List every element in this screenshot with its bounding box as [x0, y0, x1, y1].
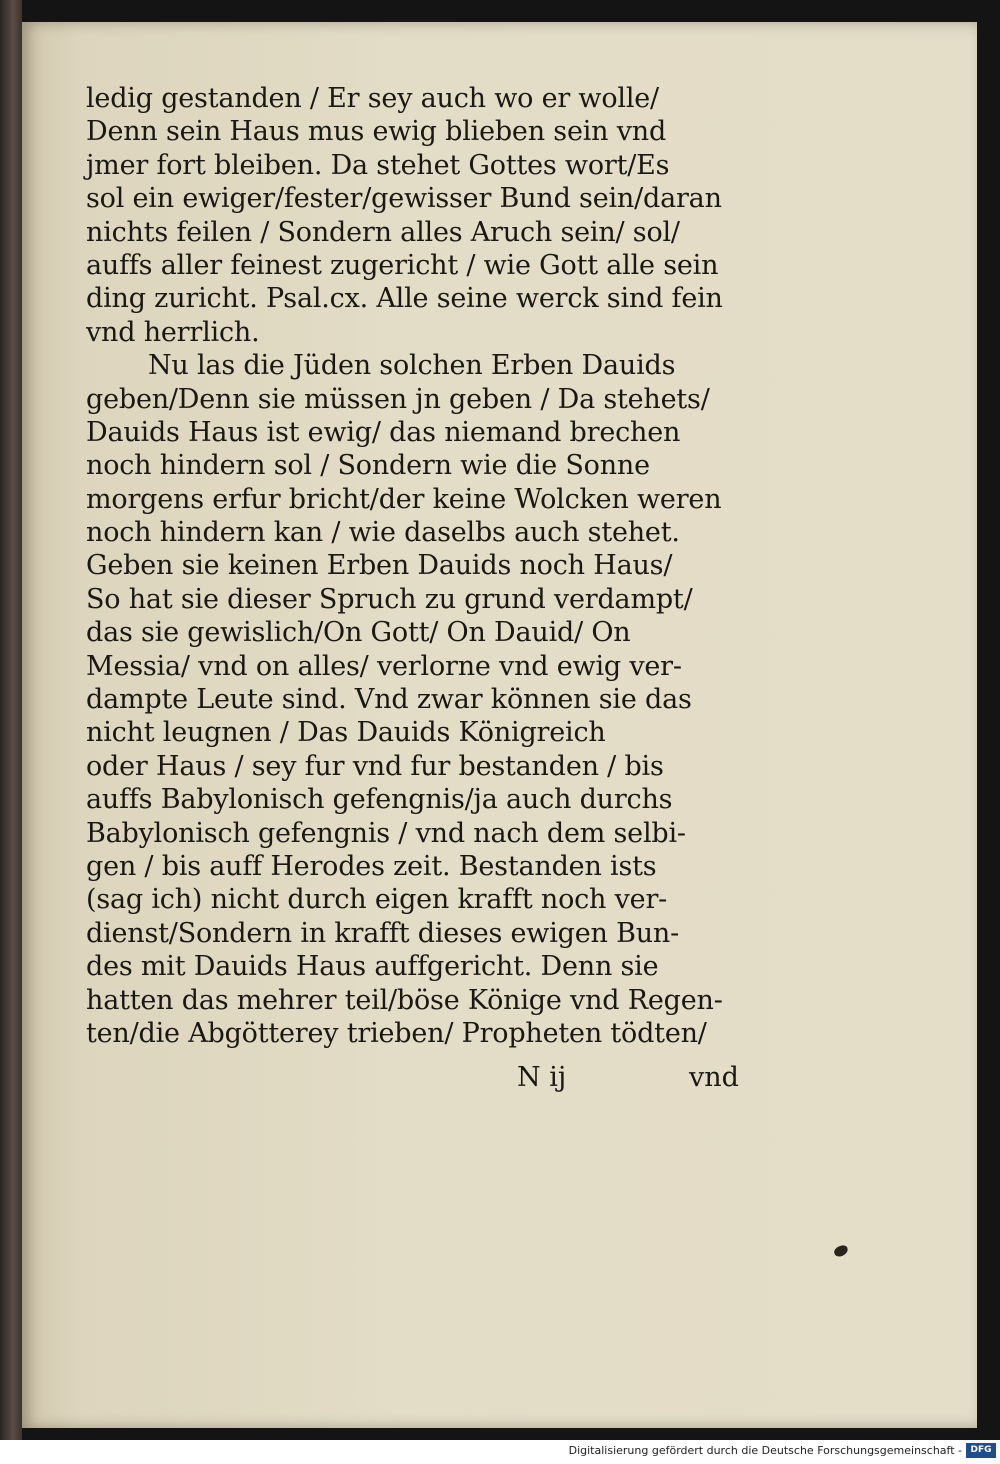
book-spine [0, 0, 22, 1440]
text-line: auffs aller feinest zugericht / wie Gott alle sein [86, 249, 719, 281]
text-line: sol ein ewiger/fester/gewisser Bund sein/daran [86, 183, 722, 215]
text-line: vnd herrlich. [86, 316, 260, 348]
text-line: morgens erfur bricht/der keine Wolcken weren [86, 483, 722, 515]
text-line: Babylonisch gefengnis / vnd nach dem selbi- [86, 817, 686, 849]
text-line: dienst/Sondern in krafft dieses ewigen Bun- [86, 917, 680, 949]
text-line: geben/Denn sie müssen jn geben / Da stehets/ [86, 383, 710, 415]
text-line: ten/die Abgötterey trieben/ Propheten tödten/ [86, 1017, 707, 1049]
text-line: noch hindern sol / Sondern wie die Sonne [86, 450, 650, 482]
text-line: (sag ich) nicht durch eigen krafft noch ver- [86, 884, 668, 916]
digitization-footer [0, 1440, 1000, 1464]
body-text [86, 82, 766, 1050]
text-line: Dauids Haus ist ewig/ das niemand brechen [86, 416, 681, 448]
text-line: gen / bis auff Herodes zeit. Bestanden ists [86, 850, 657, 882]
text-line: ledig gestanden / Er sey auch wo er wolle/ [86, 83, 659, 114]
text-line: noch hindern kan / wie daselbs auch stehet. [86, 517, 680, 549]
text-line: Geben sie keinen Erben Dauids noch Haus/ [86, 550, 673, 582]
text-line: So hat sie dieser Spruch zu grund verdampt/ [86, 583, 693, 615]
ink-blot [833, 1244, 850, 1258]
text-line: des mit Dauids Haus auffgericht. Denn sie [86, 951, 659, 983]
book-page [22, 22, 977, 1428]
text-line: nichts feilen / Sondern alles Aruch sein/ sol/ [86, 216, 680, 248]
paragraph-start-line: Nu las die Jüden solchen Erben Dauids [148, 350, 676, 382]
dfg-logo: DFG [966, 1443, 996, 1458]
text-line: jmer fort bleiben. Da stehet Gottes wort/Es [86, 149, 670, 181]
footer-credit: Digitalisierung gefördert durch die Deutsche Forschungsgemeinschaft - [568, 1444, 962, 1457]
text-line: dampte Leute sind. Vnd zwar können sie das [86, 684, 692, 716]
text-line: Messia/ vnd on alles/ verlorne vnd ewig ver- [86, 650, 682, 682]
text-line: Denn sein Haus mus ewig blieben sein vnd [86, 116, 667, 148]
signature-mark: N ij [517, 1062, 567, 1093]
text-line: das sie gewislich/On Gott/ On Dauid/ On [86, 617, 631, 649]
text-line: auffs Babylonisch gefengnis/ja auch durchs [86, 784, 673, 816]
text-line: hatten das mehrer teil/böse Könige vnd Regen- [86, 984, 723, 1016]
page-foot [86, 1062, 766, 1098]
text-line: ding zuricht. Psal.cx. Alle seine werck sind fein [86, 283, 723, 315]
text-line: nicht leugnen / Das Dauids Königreich [86, 717, 606, 749]
text-line: oder Haus / sey fur vnd fur bestanden / bis [86, 750, 664, 782]
catchword: vnd [689, 1062, 739, 1093]
